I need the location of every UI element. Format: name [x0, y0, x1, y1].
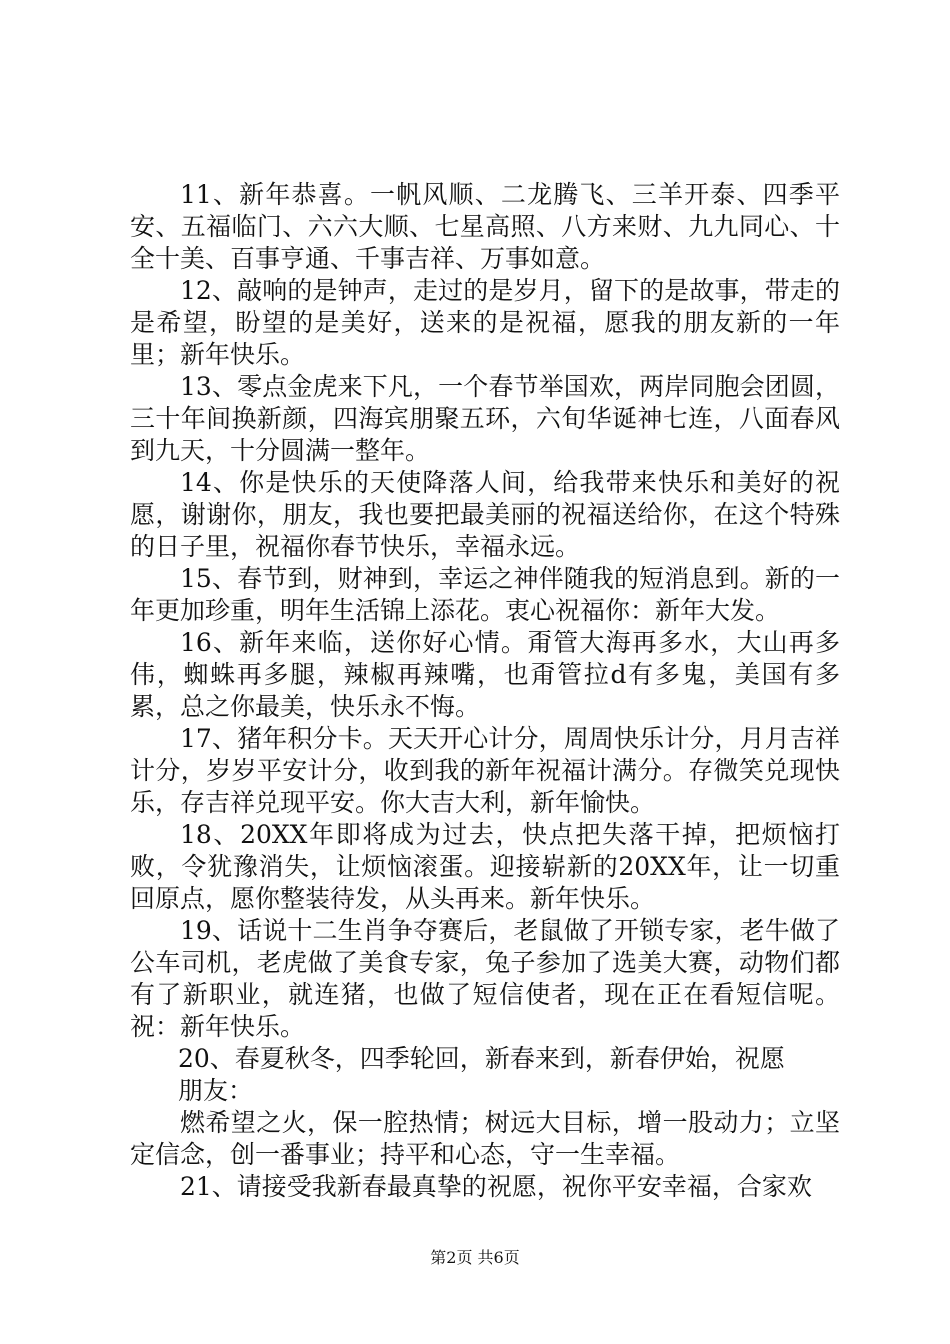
- paragraph-19: 19、话说十二生肖争夺赛后，老鼠做了开锁专家，老牛做了公车司机，老虎做了美食专家，兔子参加了选美大赛，动物们都有了新职业，就连猪，也做了短信使者，现在正在看短信呢。祝：新年快乐。: [130, 916, 840, 1041]
- paragraph-11: 11、新年恭喜。一帆风顺、二龙腾飞、三羊开泰、四季平安、五福临门、六六大顺、七星高照、八方来财、九九同心、十全十美、百事亨通、千事吉祥、万事如意。: [130, 180, 840, 273]
- paragraph-20-line1: 20、春夏秋冬，四季轮回，新春来到，新春伊始，祝愿: [178, 1044, 785, 1073]
- paragraph-12: 12、敲响的是钟声，走过的是岁月，留下的是故事，带走的是希望，盼望的是美好，送来的是祝福，愿我的朋友新的一年里；新年快乐。: [130, 276, 840, 369]
- page-footer: 第2页 共6页: [430, 1248, 520, 1267]
- paragraph-17: 17、猪年积分卡。天天开心计分，周周快乐计分，月月吉祥计分，岁岁平安计分，收到我的新年祝福计满分。存微笑兑现快乐，存吉祥兑现平安。你大吉大利，新年愉快。: [130, 724, 840, 817]
- paragraph-14: 14、你是快乐的天使降落人间，给我带来快乐和美好的祝愿，谢谢你，朋友，我也要把最美丽的祝福送给你，在这个特殊的日子里，祝福你春节快乐，幸福永远。: [130, 468, 840, 561]
- paragraph-20-body: 燃希望之火，保一腔热情；树远大目标，增一股动力；立坚定信念，创一番事业；持平和心态，守一生幸福。: [130, 1108, 840, 1169]
- paragraph-18: 18、20XX年即将成为过去，快点把失落干掉，把烦恼打败，令犹豫消失，让烦恼滚蛋。迎接崭新的20XX年，让一切重回原点，愿你整装待发，从头再来。新年快乐。: [130, 820, 840, 913]
- paragraph-16: 16、新年来临，送你好心情。甭管大海再多水，大山再多伟，蜘蛛再多腿，辣椒再辣嘴，也甭管拉d有多鬼，美国有多累，总之你最美，快乐永不悔。: [130, 628, 840, 721]
- paragraph-15: 15、春节到，财神到，幸运之神伴随我的短消息到。新的一年更加珍重，明年生活锦上添花。衷心祝福你：新年大发。: [130, 564, 840, 625]
- paragraph-20-line2: 朋友：: [178, 1076, 254, 1105]
- paragraph-21: 21、请接受我新春最真挚的祝愿，祝你平安幸福，合家欢: [180, 1172, 812, 1201]
- document-body: [130, 179, 840, 1203]
- paragraph-13: 13、零点金虎来下凡，一个春节举国欢，两岸同胞会团圆，三十年间换新颜，四海宾朋聚五环，六旬华诞神七连，八面春风到九天，十分圆满一整年。: [130, 372, 840, 465]
